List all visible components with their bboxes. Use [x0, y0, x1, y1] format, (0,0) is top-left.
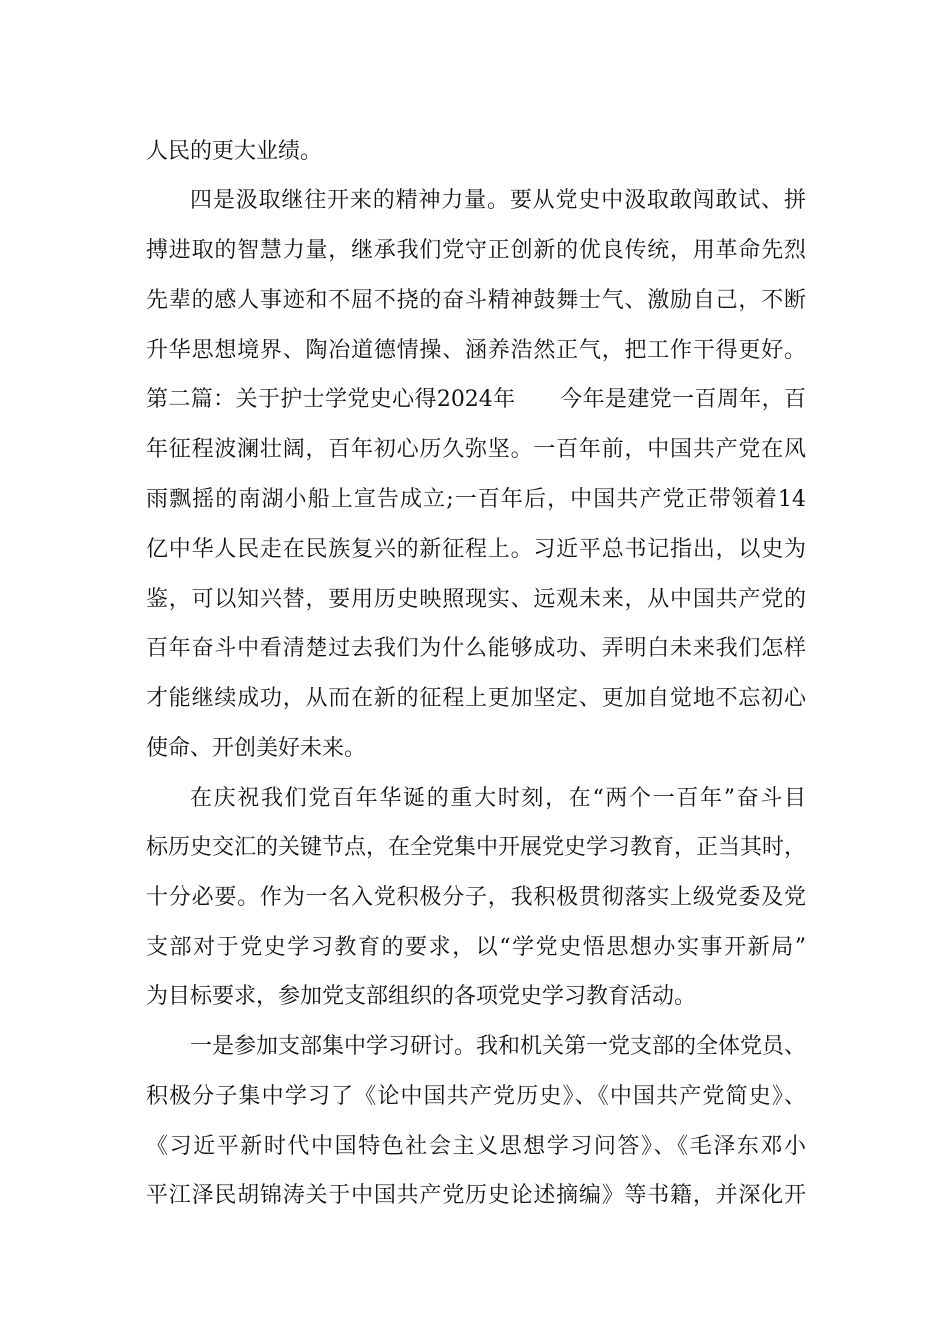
text-line-22: 平江泽民胡锦涛关于中国共产党历史论述摘编》等书籍，并深化开 — [146, 1183, 806, 1208]
text-line-16: 十分必要。作为一名入党积极分子，我积极贯彻落实上级党委及党 — [146, 885, 806, 910]
text-line-12: 才能继续成功，从而在新的征程上更加坚定、更加自觉地不忘初心 — [146, 686, 806, 711]
text-line-10: 鉴，可以知兴替，要用历史映照现实、远观未来，从中国共产党的 — [146, 587, 806, 612]
text-line-3: 搏进取的智慧力量，继承我们党守正创新的优良传统，用革命先烈 — [146, 238, 806, 263]
text-line-11: 百年奋斗中看清楚过去我们为什么能够成功、弄明白未来我们怎样 — [146, 636, 806, 661]
text-line-14: 在庆祝我们党百年华诞的重大时刻，在“两个一百年”奋斗目 — [190, 786, 806, 811]
text-line-21: 《习近平新时代中国特色社会主义思想学习问答》、《毛泽东邓小 — [146, 1134, 806, 1159]
text-line-18: 为目标要求，参加党支部组织的各项党史学习教育活动。 — [146, 984, 697, 1009]
text-line-2: 四是汲取继往开来的精神力量。要从党史中汲取敢闯敢试、拼 — [190, 188, 806, 213]
text-line-17: 支部对于党史学习教育的要求，以“学党史悟思想办实事开新局” — [146, 935, 806, 960]
text-line-1: 人民的更大业绩。 — [146, 139, 323, 164]
text-line-4: 先辈的感人事迹和不屈不挠的奋斗精神鼓舞士气、激励自己，不断 — [146, 288, 806, 313]
text-line-19: 一是参加支部集中学习研讨。我和机关第一党支部的全体党员、 — [190, 1034, 807, 1059]
text-line-5: 升华思想境界、陶冶道德情操、涵养浩然正气，把工作干得更好。 — [146, 338, 806, 363]
text-line-9: 亿中华人民走在民族复兴的新征程上。习近平总书记指出，以史为 — [146, 537, 806, 562]
text-line-13: 使命、开创美好未来。 — [146, 736, 367, 761]
text-line-15: 标历史交汇的关键节点，在全党集中开展党史学习教育，正当其时， — [146, 835, 807, 860]
text-line-7: 年征程波澜壮阔，百年初心历久弥坚。一百年前，中国共产党在风 — [146, 437, 806, 462]
text-line-8: 雨飘摇的南湖小船上宣告成立;一百年后，中国共产党正带领着14 — [146, 487, 806, 512]
text-line-20: 积极分子集中学习了《论中国共产党历史》、《中国共产党简史》、 — [146, 1084, 806, 1109]
text-line-6: 第二篇：关于护士学党史心得2024年 今年是建党一百周年，百 — [146, 387, 806, 412]
